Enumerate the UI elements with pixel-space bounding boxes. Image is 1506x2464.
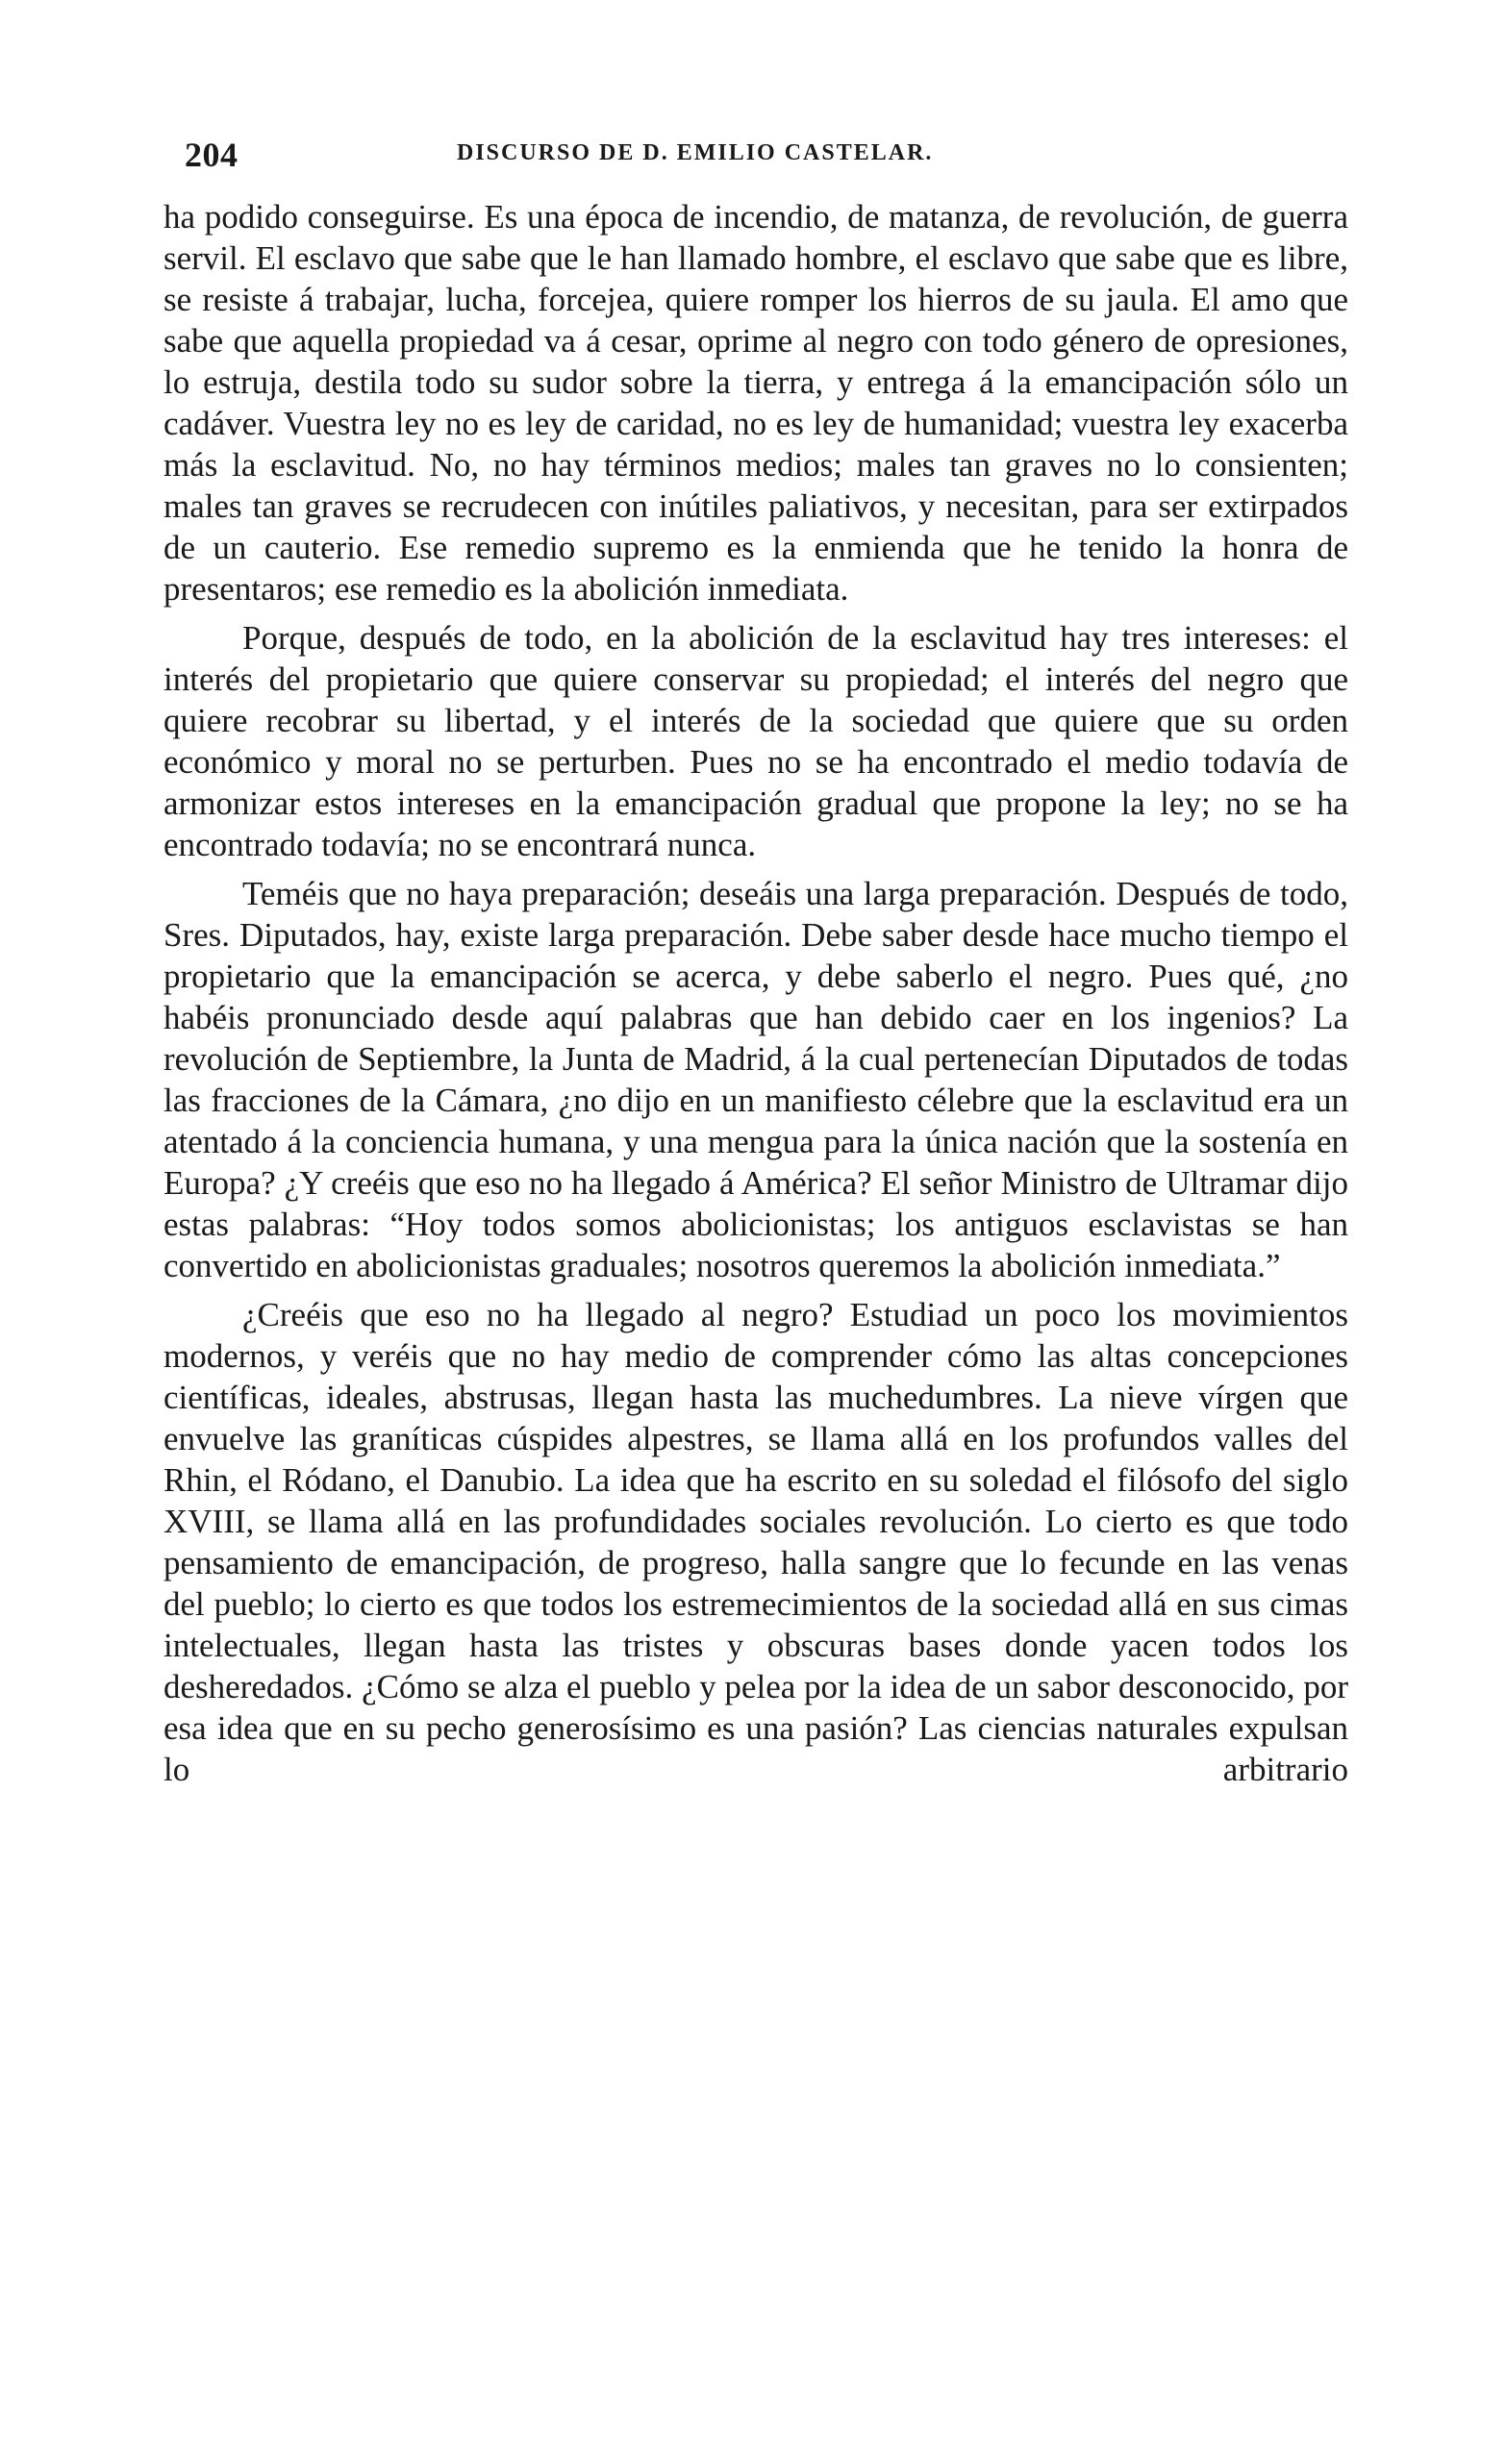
body-text xyxy=(163,196,1348,1790)
page-number: 204 xyxy=(185,136,238,174)
paragraph: ¿Creéis que eso no ha llegado al negro? Estudiad un poco los movimientos modernos, y veréis que no hay medio de comprender cómo las altas concepciones científicas, ideales, abstrusas, llegan hasta las muchedumbres. La nieve vírgen que envuelve las graníticas cúspides alpestres, se llama allá en los profundos valles del Rhin, el Ródano, el Danubio. La idea que ha escrito en su soledad el filósofo del siglo XVIII, se llama allá en las profundidades sociales revolución. Lo cierto es que todo pensamiento de emancipación, de progreso, halla sangre que lo fecunde en las venas del pueblo; lo cierto es que todos los estremecimientos de la sociedad allá en sus cimas intelectuales, llegan hasta las tristes y obscuras bases donde yacen todos los desheredados. ¿Cómo se alza el pueblo y pelea por la idea de un sabor desconocido, por esa idea que en su pecho generosísimo es una pasión? Las ciencias naturales expulsan lo arbitrario xyxy=(163,1296,1348,1788)
paragraph: Teméis que no haya preparación; deseáis una larga preparación. Después de todo, Sres. Diputados, hay, existe larga preparación. Debe saber desde hace mucho tiempo el propietario que la emancipación se acerca, y debe saberlo el negro. Pues qué, ¿no habéis pronunciado desde aquí palabras que han debido caer en los ingenios? La revolución de Septiembre, la Junta de Madrid, á la cual pertenecían Diputados de todas las fracciones de la Cámara, ¿no dijo en un manifiesto célebre que la esclavitud era un atentado á la conciencia humana, y una mengua para la única nación que la sostenía en Europa? ¿Y creéis que eso no ha llegado á América? El señor Ministro de Ultramar dijo estas palabras: “Hoy todos somos abolicionistas; los antiguos esclavistas se han convertido en abolicionistas graduales; nosotros queremos la abolición inmediata.” xyxy=(163,875,1348,1284)
paragraph-continuation: ha podido conseguirse. Es una época de incendio, de matanza, de revolución, de guerra servil. El esclavo que sabe que le han llamado hombre, el esclavo que sabe que es libre, se resiste á trabajar, lucha, forcejea, quiere romper los hierros de su jaula. El amo que sabe que aquella propiedad va á cesar, oprime al negro con todo género de opresiones, lo estruja, destila todo su sudor sobre la tierra, y entrega á la emancipación sólo un cadáver. Vuestra ley no es ley de caridad, no es ley de humanidad; vuestra ley exacerba más la esclavitud. No, no hay términos medios; males tan graves no lo consienten; males tan graves se recrudecen con inútiles paliativos, y necesitan, para ser extirpados de un cauterio. Ese remedio supremo es la enmienda que he tenido la honra de presentaros; ese remedio es la abolición inmediata. xyxy=(163,198,1348,608)
running-title: DISCURSO DE D. EMILIO CASTELAR. xyxy=(457,140,934,165)
book-page xyxy=(163,125,1348,1790)
paragraph: Porque, después de todo, en la abolición de la esclavitud hay tres intereses: el interés del propietario que quiere conservar su propiedad; el interés del negro que quiere recobrar su libertad, y el interés de la sociedad que quiere que su orden económico y moral no se perturben. Pues no se ha encontrado el medio todavía de armonizar estos intereses en la emancipación gradual que propone la ley; no se ha encontrado todavía; no se encontrará nunca. xyxy=(163,619,1348,863)
running-header xyxy=(163,125,1348,183)
